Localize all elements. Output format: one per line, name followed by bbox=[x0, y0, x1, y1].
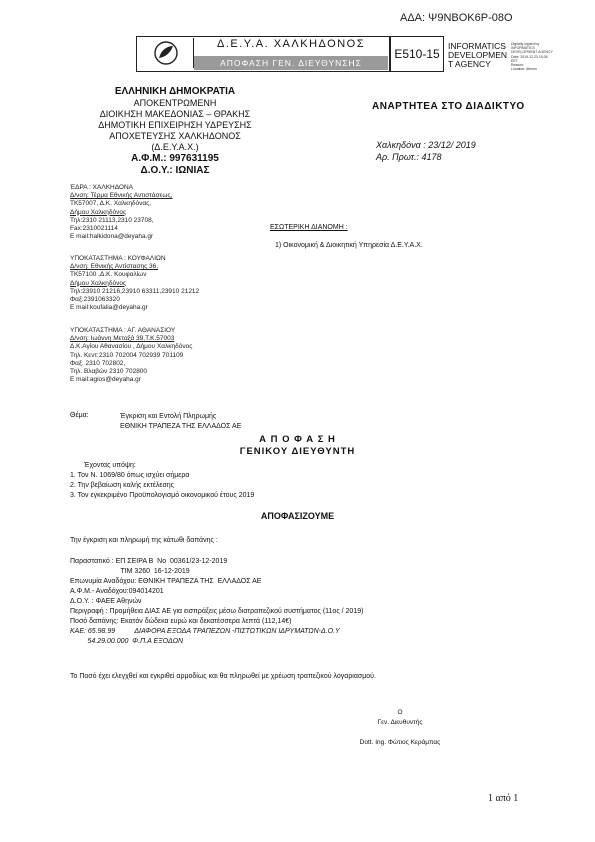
expense-detail-line: ΚΑΕ: 65.98.99 ΔΙΑΦΟΡΑ ΕΞΟΔΑ ΤΡΑΠΕΖΩΝ -ΠΙΣΤΩΤΙΚΩΝ ΙΔΡΥΜΑΤΩΝ-Δ.Ο.Υ bbox=[70, 628, 340, 635]
issuer-line: Α.Φ.Μ.: 997631195 bbox=[131, 153, 219, 164]
address-line: Τηλ:23910 21216,23910 63311,23910 21212 bbox=[70, 287, 200, 295]
signatory-name: Dott. Ing. Φώτιος Κεράμπας bbox=[359, 739, 441, 746]
address-line: Δ/νση: Τέρμα Εθνικής Αντιστάσεως, bbox=[70, 192, 173, 200]
doc-date: Χαλκηδόνα : 23/12/ 2019 bbox=[376, 140, 476, 150]
agency-line: T AGENCY bbox=[448, 59, 491, 69]
signature-note-line: Reason: bbox=[511, 63, 525, 68]
decision-title bbox=[0, 434, 595, 458]
address-block bbox=[70, 184, 172, 241]
approval-line: Την έγκριση και πληρωμή της κάτωθι δαπάνης : bbox=[70, 537, 218, 544]
water-drop-logo-icon bbox=[151, 40, 181, 66]
consideration-item: 3. Τον εγκεκριμένο Προϋπολογισμό οικονομικού έτους 2019 bbox=[70, 492, 255, 499]
form-code: E510-15 bbox=[390, 36, 444, 72]
expense-detail-line: 54.29.00.000 Φ.Π.Α ΕΞΟΔΩΝ bbox=[70, 638, 184, 645]
expense-detail-line: ΤΙΜ 3260 16-12-2019 bbox=[70, 568, 190, 575]
expense-detail-line: Α.Φ.Μ.- Αναδόχου:094014201 bbox=[70, 588, 164, 595]
address-line: Fax:2310021114 bbox=[70, 225, 118, 233]
signature-note-line: Digitally signed by bbox=[511, 42, 540, 46]
subject-line: ΕΘΝΙΚΗ ΤΡΑΠΕΖΑ ΤΗΣ ΕΛΛΑΔΟΣ ΑΕ bbox=[120, 423, 242, 430]
org-title: Δ.Ε.Υ.Α. ΧΑΛΚΗΔΟΝΟΣ bbox=[216, 38, 365, 50]
address-line: Φαξ:2391063320 bbox=[70, 296, 120, 304]
address-line: ΈΔΡΑ : ΧΑΛΚΗΔΟΝΑ bbox=[70, 184, 134, 191]
signature-line: Ο bbox=[397, 709, 403, 716]
we-decide-heading: ΑΠΟΦΑΣΙΖΟΥΜΕ bbox=[260, 511, 335, 521]
signature-line bbox=[300, 728, 500, 738]
considerations-intro: Έχοντας υπόψη: bbox=[84, 462, 136, 469]
signature-note-line: INFORMATICS bbox=[511, 46, 535, 51]
issuer-line: ΕΛΛΗΝΙΚΗ ΔΗΜΟΚΡΑΤΙΑ bbox=[114, 86, 236, 97]
agency-line: INFORMATICS bbox=[448, 41, 506, 51]
distribution-item: 1) Οικονομική & Διοικητική Υπηρεσία Δ.Ε.Υ.Α.Χ. bbox=[275, 242, 423, 249]
agency-line: DEVELOPMEN bbox=[448, 50, 508, 60]
address-line: Φαξ. 2310 702802, bbox=[70, 359, 126, 367]
considerations bbox=[70, 461, 254, 501]
address-line: Δ/νση: Ιωάννη Μεταξά 39,Τ.Κ.57003 bbox=[70, 335, 175, 343]
address-block bbox=[70, 327, 192, 384]
subject-label: Θέμα: bbox=[70, 412, 89, 419]
issuer-block bbox=[70, 86, 280, 177]
closing-statement: Το Ποσό έχει ελεγχθεί και εγκριθεί αρμοδίως και θα πληρωθεί με χρέωση τραπεζικού λογαριασμού. bbox=[70, 673, 376, 680]
publish-heading: ΑΝΑΡΤΗΤΕΑ ΣΤΟ ΔΙΑΔΙΚΤΥΟ bbox=[372, 101, 525, 112]
agency-stamp bbox=[448, 42, 507, 69]
date-protocol bbox=[376, 139, 476, 163]
logo bbox=[139, 38, 194, 68]
address-block bbox=[70, 255, 199, 312]
address-line: ΥΠΟΚΑΤΑΣΤΗΜΑ : ΑΓ. ΑΘΑΝΑΣΙΟΥ bbox=[70, 327, 176, 334]
address-line: Δ.Κ.Αγίου Αθανασίου , Δήμου Χαλκηδόνος bbox=[70, 343, 193, 351]
address-line: E mail:agios@deyaha.gr bbox=[70, 376, 141, 384]
issuer-line: (Δ.Ε.Υ.Α.Χ.) bbox=[151, 142, 199, 152]
address-line: E mail:halkidona@deyaha.gr bbox=[70, 233, 154, 241]
distribution-title: ΕΣΩΤΕΡΙΚΗ ΔΙΑΝΟΜΗ : bbox=[270, 224, 348, 231]
address-line: ΥΠΟΚΑΤΑΣΤΗΜΑ : ΚΟΥΦΑΛΙΩΝ bbox=[70, 255, 166, 262]
digital-signature-note bbox=[511, 42, 571, 71]
decision-heading: Α Π Ο Φ Α Σ Η bbox=[259, 434, 336, 445]
issuer-line: ΑΠΟΚΕΝΤΡΩΜΕΝΗ bbox=[133, 98, 217, 108]
issuer-line: Δ.Ο.Υ.: ΙΩΝΙΑΣ bbox=[140, 165, 210, 176]
consideration-item: 1. Τον Ν. 1069/80 όπως ισχύει σήμερα bbox=[70, 472, 190, 479]
expense-detail-line: Ποσό δαπάνης: Εκατόν δώδεκα ευρώ και δεκατέσσερα λεπτά (112,14€) bbox=[70, 618, 292, 625]
address-line: Δήμου Χαλκηδόνος bbox=[70, 208, 127, 216]
issuer-line: ΔΗΜΟΤΙΚΗ ΕΠΙΧΕΙΡΗΣΗ ΥΔΡΕΥΣΗΣ bbox=[98, 120, 252, 130]
signature-line: Γεν. Διευθυντής bbox=[377, 719, 423, 726]
subject-line: Έγκριση και Εντολή Πληρωμής bbox=[120, 413, 217, 420]
expense-detail-line: Δ.Ο.Υ. : ΦΑΕΕ Αθηνών bbox=[70, 598, 142, 605]
doc-type-banner: ΑΠΟΦΑΣΗ ΓΕΝ. ΔΙΕΥΘΥΝΣΗΣ bbox=[194, 56, 388, 70]
expense-detail-line: Παραστατικό : ΕΠ ΣΕΙΡΑ Β Νο 00361/23-12-2019 bbox=[70, 558, 228, 565]
address-line: E mail:koufalia@deyaha.gr bbox=[70, 304, 148, 312]
ada-number: ΑΔΑ: Ψ9ΝΒΟΚ6Ρ-08Ο bbox=[400, 12, 513, 24]
signature-note-line: EET bbox=[511, 58, 518, 63]
address-line: Δ/νση: Εθνικής Αντίστασης 36, bbox=[70, 263, 159, 271]
decision-subheading: ΓΕΝΙΚΟΥ ΔΙΕΥΘΥΝΤΗ bbox=[239, 446, 356, 457]
signature-note-line: Location: Athens bbox=[511, 67, 537, 72]
signature-note-line: DEVELOPMENT AGENCY bbox=[511, 50, 553, 55]
issuer-line: ΑΠΟΧΕΤΕΥΣΗΣ ΧΑΛΚΗΔΟΝΟΣ bbox=[109, 131, 241, 141]
protocol-number: Αρ. Πρωτ.: 4178 bbox=[376, 152, 442, 162]
expense-detail-line: Επωνυμία Αναδόχου: ΕΘΝΙΚΗ ΤΡΑΠΕΖΑ ΤΗΣ ΕΛΛΑΔΟΣ ΑΕ bbox=[70, 578, 262, 585]
address-line: Τηλ. Κεντ:2310 702004 702939 701109 bbox=[70, 351, 184, 359]
address-line: Τηλ. Βλαβών 2310 702800 bbox=[70, 368, 148, 376]
signature-block bbox=[300, 708, 500, 748]
address-line: ΤΚ57100 ,Δ.Κ. Κουφαλίων bbox=[70, 271, 147, 279]
expense-details bbox=[70, 557, 363, 647]
signature-note-line: Date: 2019.12.23 15:26 bbox=[511, 54, 548, 59]
address-line: ΤΚ57007, Δ.Κ. Χαλκηδόνας, bbox=[70, 200, 152, 208]
consideration-item: 2. Την βεβαίωση καλής εκτέλεσης bbox=[70, 482, 175, 489]
address-line: Τηλ:2310 21113,2310 23708, bbox=[70, 216, 154, 224]
page-number: 1 από 1 bbox=[488, 793, 519, 804]
expense-detail-line: Περιγραφή : Προμήθεια ΔΙΑΣ ΑΕ για εισπράξεις μέσω διατραπεζικού συστήματος (11ος / 2019) bbox=[70, 608, 364, 615]
issuer-line: ΔΙΟΙΚΗΣΗ ΜΑΚΕΔΟΝΙΑΣ – ΘΡΑΚΗΣ bbox=[99, 109, 251, 119]
subject-text bbox=[120, 412, 241, 432]
address-line: Δήμου Χαλκηδόνος bbox=[70, 279, 127, 287]
